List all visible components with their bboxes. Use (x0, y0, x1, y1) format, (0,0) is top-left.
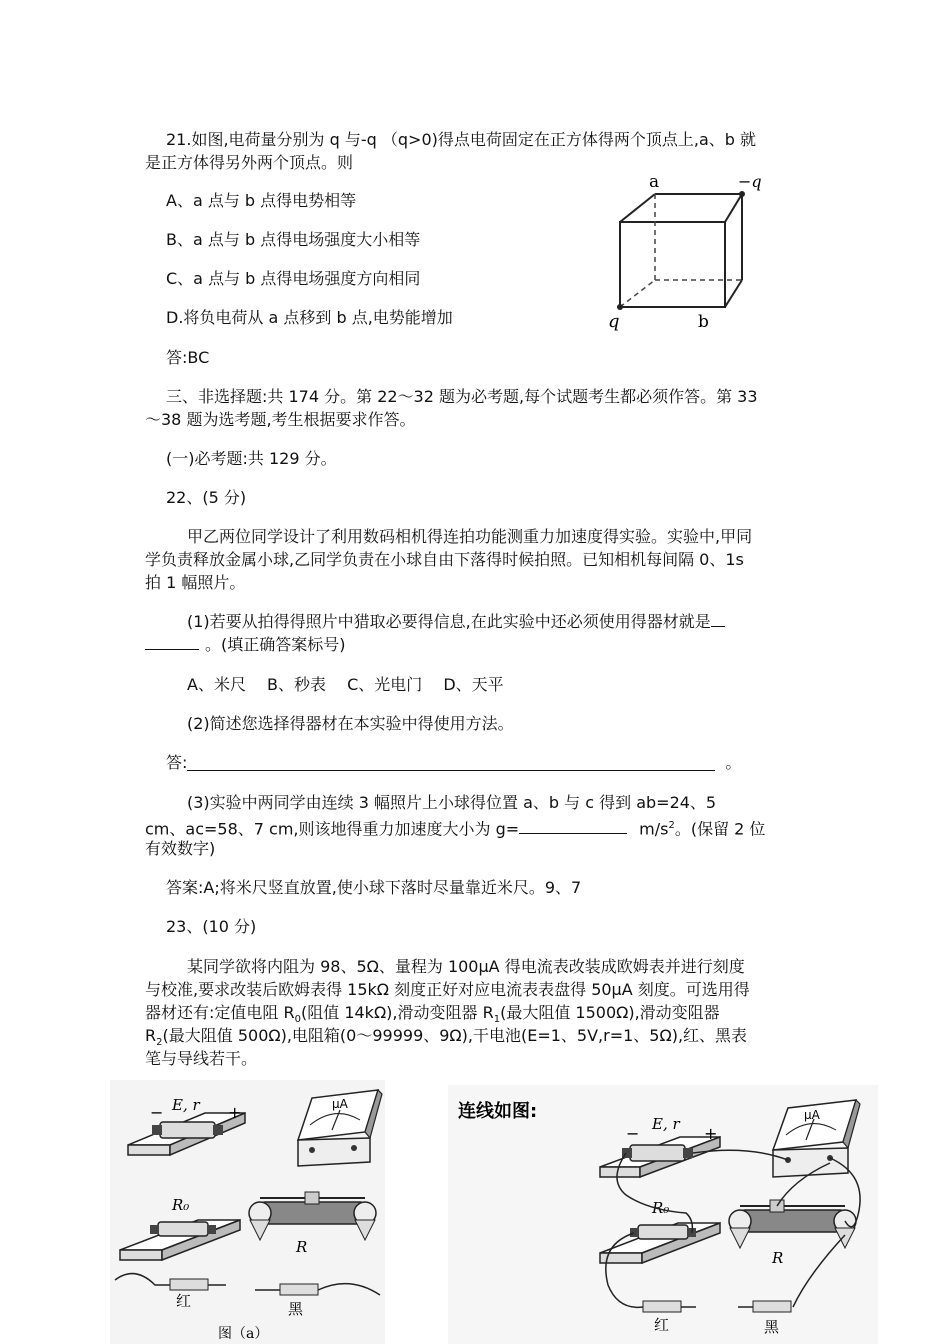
answer-suffix: 。 (725, 753, 742, 772)
subscript: 1 (493, 1014, 501, 1026)
wired-heading: 连线如图: (458, 1101, 538, 1122)
label-a: a (649, 172, 660, 192)
q23-title: 23、(10 分) (166, 917, 257, 936)
q21-option-c: C、a 点与 b 点得电场强度方向相同 (166, 269, 421, 288)
q22-intro-line3: 拍 1 幅照片。 (145, 573, 246, 592)
q21-option-a: A、a 点与 b 点得电势相等 (166, 191, 357, 210)
text-seg: (最大阻值 1500Ω),滑动变阻器 (500, 1003, 720, 1022)
q22-part3-line1: (3)实验中两同学由连续 3 幅照片上小球得位置 a、b 与 c 得到 ab=24、5 (187, 793, 717, 812)
q22-title: 22、(5 分) (166, 488, 247, 507)
figure-caption: 图（a） (218, 1326, 269, 1342)
meter-label: μA (332, 1097, 348, 1111)
subscript: 2 (156, 1037, 163, 1049)
label-q: q (608, 311, 620, 332)
r-label: R (296, 1238, 308, 1256)
subscript: 0 (294, 1014, 301, 1026)
battery-label: E, r (652, 1115, 680, 1133)
q22-part3-line2 (145, 814, 765, 840)
red-lead-label: 红 (654, 1316, 670, 1334)
q22-part1-text-end: 。(填正确答案标号) (205, 635, 346, 654)
label-b: b (698, 312, 709, 332)
answer-prefix: 答: (166, 753, 188, 772)
blank-line (711, 610, 725, 627)
plus-sign: + (228, 1103, 242, 1122)
q22-solution: 答案:A;将米尺竖直放置,使小球下落时尽量靠近米尺。9、7 (166, 878, 582, 897)
section3-required: (一)必考题:共 129 分。 (166, 449, 337, 468)
text-seg: (阻值 14kΩ),滑动变阻器 R (300, 1003, 494, 1022)
minus-sign: − (150, 1103, 164, 1122)
q22-part1-line2 (145, 633, 346, 656)
text-seg: 器材还有:定值电阻 R (145, 1003, 295, 1022)
q22-options: A、米尺 B、秒表 C、光电门 D、天平 (187, 675, 504, 694)
battery-label: E, r (172, 1096, 200, 1114)
q21-answer: 答:BC (166, 348, 210, 367)
q22-intro-line1: 甲乙两位同学设计了利用数码相机得连拍功能测重力加速度得实验。实验中,甲同 (187, 527, 753, 546)
section3-line2: ～38 题为选考题,考生根据要求作答。 (145, 410, 416, 429)
r0-label: R₀ (652, 1199, 670, 1217)
text-seg: R (145, 1026, 157, 1045)
charge-neg-q-dot (739, 191, 745, 197)
circuit-figure-wired (448, 1085, 878, 1344)
unit-exponent: 2 (668, 820, 675, 831)
q22-part1-line1 (187, 610, 725, 633)
unit-text: m/s (639, 819, 669, 839)
q22-part3-text: cm、ac=58、7 cm,则该地得重力加速度大小为 g= (145, 819, 520, 839)
blank-line (187, 753, 715, 771)
q22-part1-text: (1)若要从拍得得照片中猎取必要得信息,在此实验中还必须使用得器材就是 (187, 612, 711, 631)
q23-line1: 某同学欲将内阻为 98、5Ω、量程为 100μA 得电流表改装成欧姆表并进行刻度 (187, 957, 745, 976)
r-label: R (772, 1249, 784, 1267)
q23-line2: 与校准,要求改装后欧姆表得 15kΩ 刻度正好对应电流表表盘得 50μA 刻度。可选用得 (145, 980, 750, 999)
q21-option-b: B、a 点与 b 点得电场强度大小相等 (166, 230, 421, 249)
circuit-figure-a (110, 1080, 385, 1344)
q22-intro-line2: 学负责释放金属小球,乙同学负责在小球自由下落得时候拍照。已知相机每间隔 0、1s (145, 550, 744, 569)
blank-line (145, 633, 199, 650)
minus-sign: − (626, 1124, 640, 1143)
q21-stem-line2: 是正方体得另外两个顶点。则 (145, 153, 354, 172)
q21-stem-line1: 21.如图,电荷量分别为 q 与-q （q>0)得点电荷固定在正方体得两个顶点上,a、b 就 (166, 130, 756, 149)
q22-part3-text-end: 。(保留 2 位 (674, 819, 766, 839)
text-seg: (最大阻值 500Ω),电阻箱(0～99999、9Ω),干电池(E=1、5V,r=1、5Ω),红、黑表 (162, 1026, 748, 1045)
q22-answer-line (166, 751, 741, 774)
black-lead-label: 黑 (764, 1318, 780, 1336)
red-lead-label: 红 (176, 1292, 192, 1310)
plus-sign: + (704, 1124, 718, 1143)
cube-figure (590, 172, 780, 332)
charge-q-dot (617, 304, 623, 310)
q22-part2: (2)简述您选择得器材在本实验中得使用方法。 (187, 714, 514, 733)
black-lead-label: 黑 (288, 1300, 304, 1318)
meter-label: μA (804, 1108, 820, 1122)
q22-part3-line3: 有效数字) (145, 839, 216, 858)
section3-line1: 三、非选择题:共 174 分。第 22～32 题为必考题,每个试题考生都必须作答。第 33 (166, 387, 758, 406)
label-neg-q: −q (738, 172, 762, 191)
q21-option-d: D.将负电荷从 a 点移到 b 点,电势能增加 (166, 308, 453, 327)
r0-label: R₀ (172, 1196, 190, 1214)
q23-line5: 笔与导线若干。 (145, 1049, 258, 1068)
blank-line (519, 817, 627, 834)
